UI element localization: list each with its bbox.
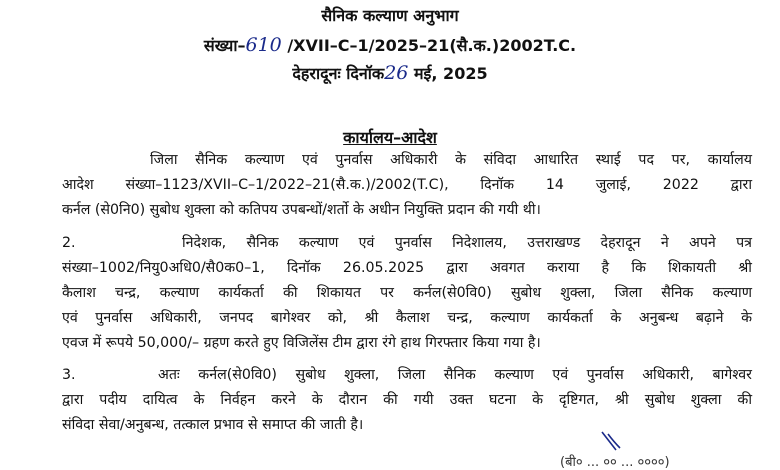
paragraph-first-line <box>62 363 752 388</box>
paragraph-line: एवं पुनर्वास अधिकारी, जनपद बागेश्वर को, श्री कैलाश चन्द्र, कल्याण कार्यकर्ता के अनुबन्ध बढ़ाने के <box>62 310 752 326</box>
place-date-line <box>0 62 780 84</box>
paragraph-line: एवज में रूपये 50,000/– ग्रहण करते हुए विजिलेंस टीम द्वारा रंगे हाथ गिरफ्तार किया गया है। <box>62 335 541 351</box>
order-number-suffix: /XVII–C–1/2025–21(सै.क.)2002T.C. <box>287 36 577 55</box>
paragraph-1 <box>62 148 752 223</box>
order-number-prefix: संख्या– <box>203 36 246 55</box>
paragraph-line: कैलाश चन्द्र, कल्याण कार्यकर्ता की शिकायत पर कर्नल(से0वि0) सुबोध शुक्ला, जिला सैनिक कल्याण <box>62 285 752 301</box>
signature-partial-text: (बी० ... ०० ... ००००) <box>560 455 670 470</box>
paragraph-line: कर्नल (से0नि0) सुबोध शुक्ला को कतिपय उपबन्धों/शर्तो के अधीन नियुक्ति प्रदान की गयी थी। <box>62 202 541 218</box>
paragraph-line: संविदा सेवा/अनुबन्ध, तत्काल प्रभाव से समाप्त की जाती है। <box>62 417 364 433</box>
date-handwritten: 26 <box>384 62 409 84</box>
order-number-line <box>0 34 780 56</box>
order-title <box>0 126 780 148</box>
paragraph-number: 2. <box>62 235 76 251</box>
paragraph-line: आदेश संख्या–1123/XVII–C–1/2022–21(सै.क.)/2002(T.C), दिनॉक 14 जुलाई, 2022 द्वारा <box>62 177 752 193</box>
place-date-suffix: मई, 2025 <box>413 64 488 83</box>
order-title-text: कार्यालय–आदेश <box>343 128 437 147</box>
paragraph-line: जिला सैनिक कल्याण एवं पुनर्वास अधिकारी के संविदा आधारित स्थाई पद पर, कार्यालय <box>150 152 752 168</box>
place-date-prefix: देहरादूनः दिनॉक <box>292 64 385 83</box>
paragraph-first-line <box>62 231 752 256</box>
department-heading: सैनिक कल्याण अनुभाग <box>321 6 459 25</box>
order-number-handwritten: 610 <box>245 34 282 56</box>
paragraph-line: निदेशक, सैनिक कल्याण एवं पुनर्वास निदेशालय, उत्तराखण्ड देहरादून ने अपने पत्र <box>182 235 752 251</box>
paragraph-number: 3. <box>62 367 76 383</box>
paragraph-2 <box>62 231 752 356</box>
paragraph-line: द्वारा पदीय दायित्व के निर्वहन करने के दौरान की गयी उक्त घटना के दृष्टिगत, श्री सुबोध शुक्ला की <box>62 392 752 408</box>
paragraph-line: संख्या–1002/नियु0अधि0/सै0क0–1, दिनॉक 26.05.2025 द्वारा अवगत कराया है कि शिकायती श्री <box>62 260 752 276</box>
paragraph-3 <box>62 363 752 438</box>
paragraph-line: अतः कर्नल(से0वि0) सुबोध शुक्ला, जिला सैनिक कल्याण एवं पुनर्वास अधिकारी, बागेश्वर <box>158 367 752 383</box>
